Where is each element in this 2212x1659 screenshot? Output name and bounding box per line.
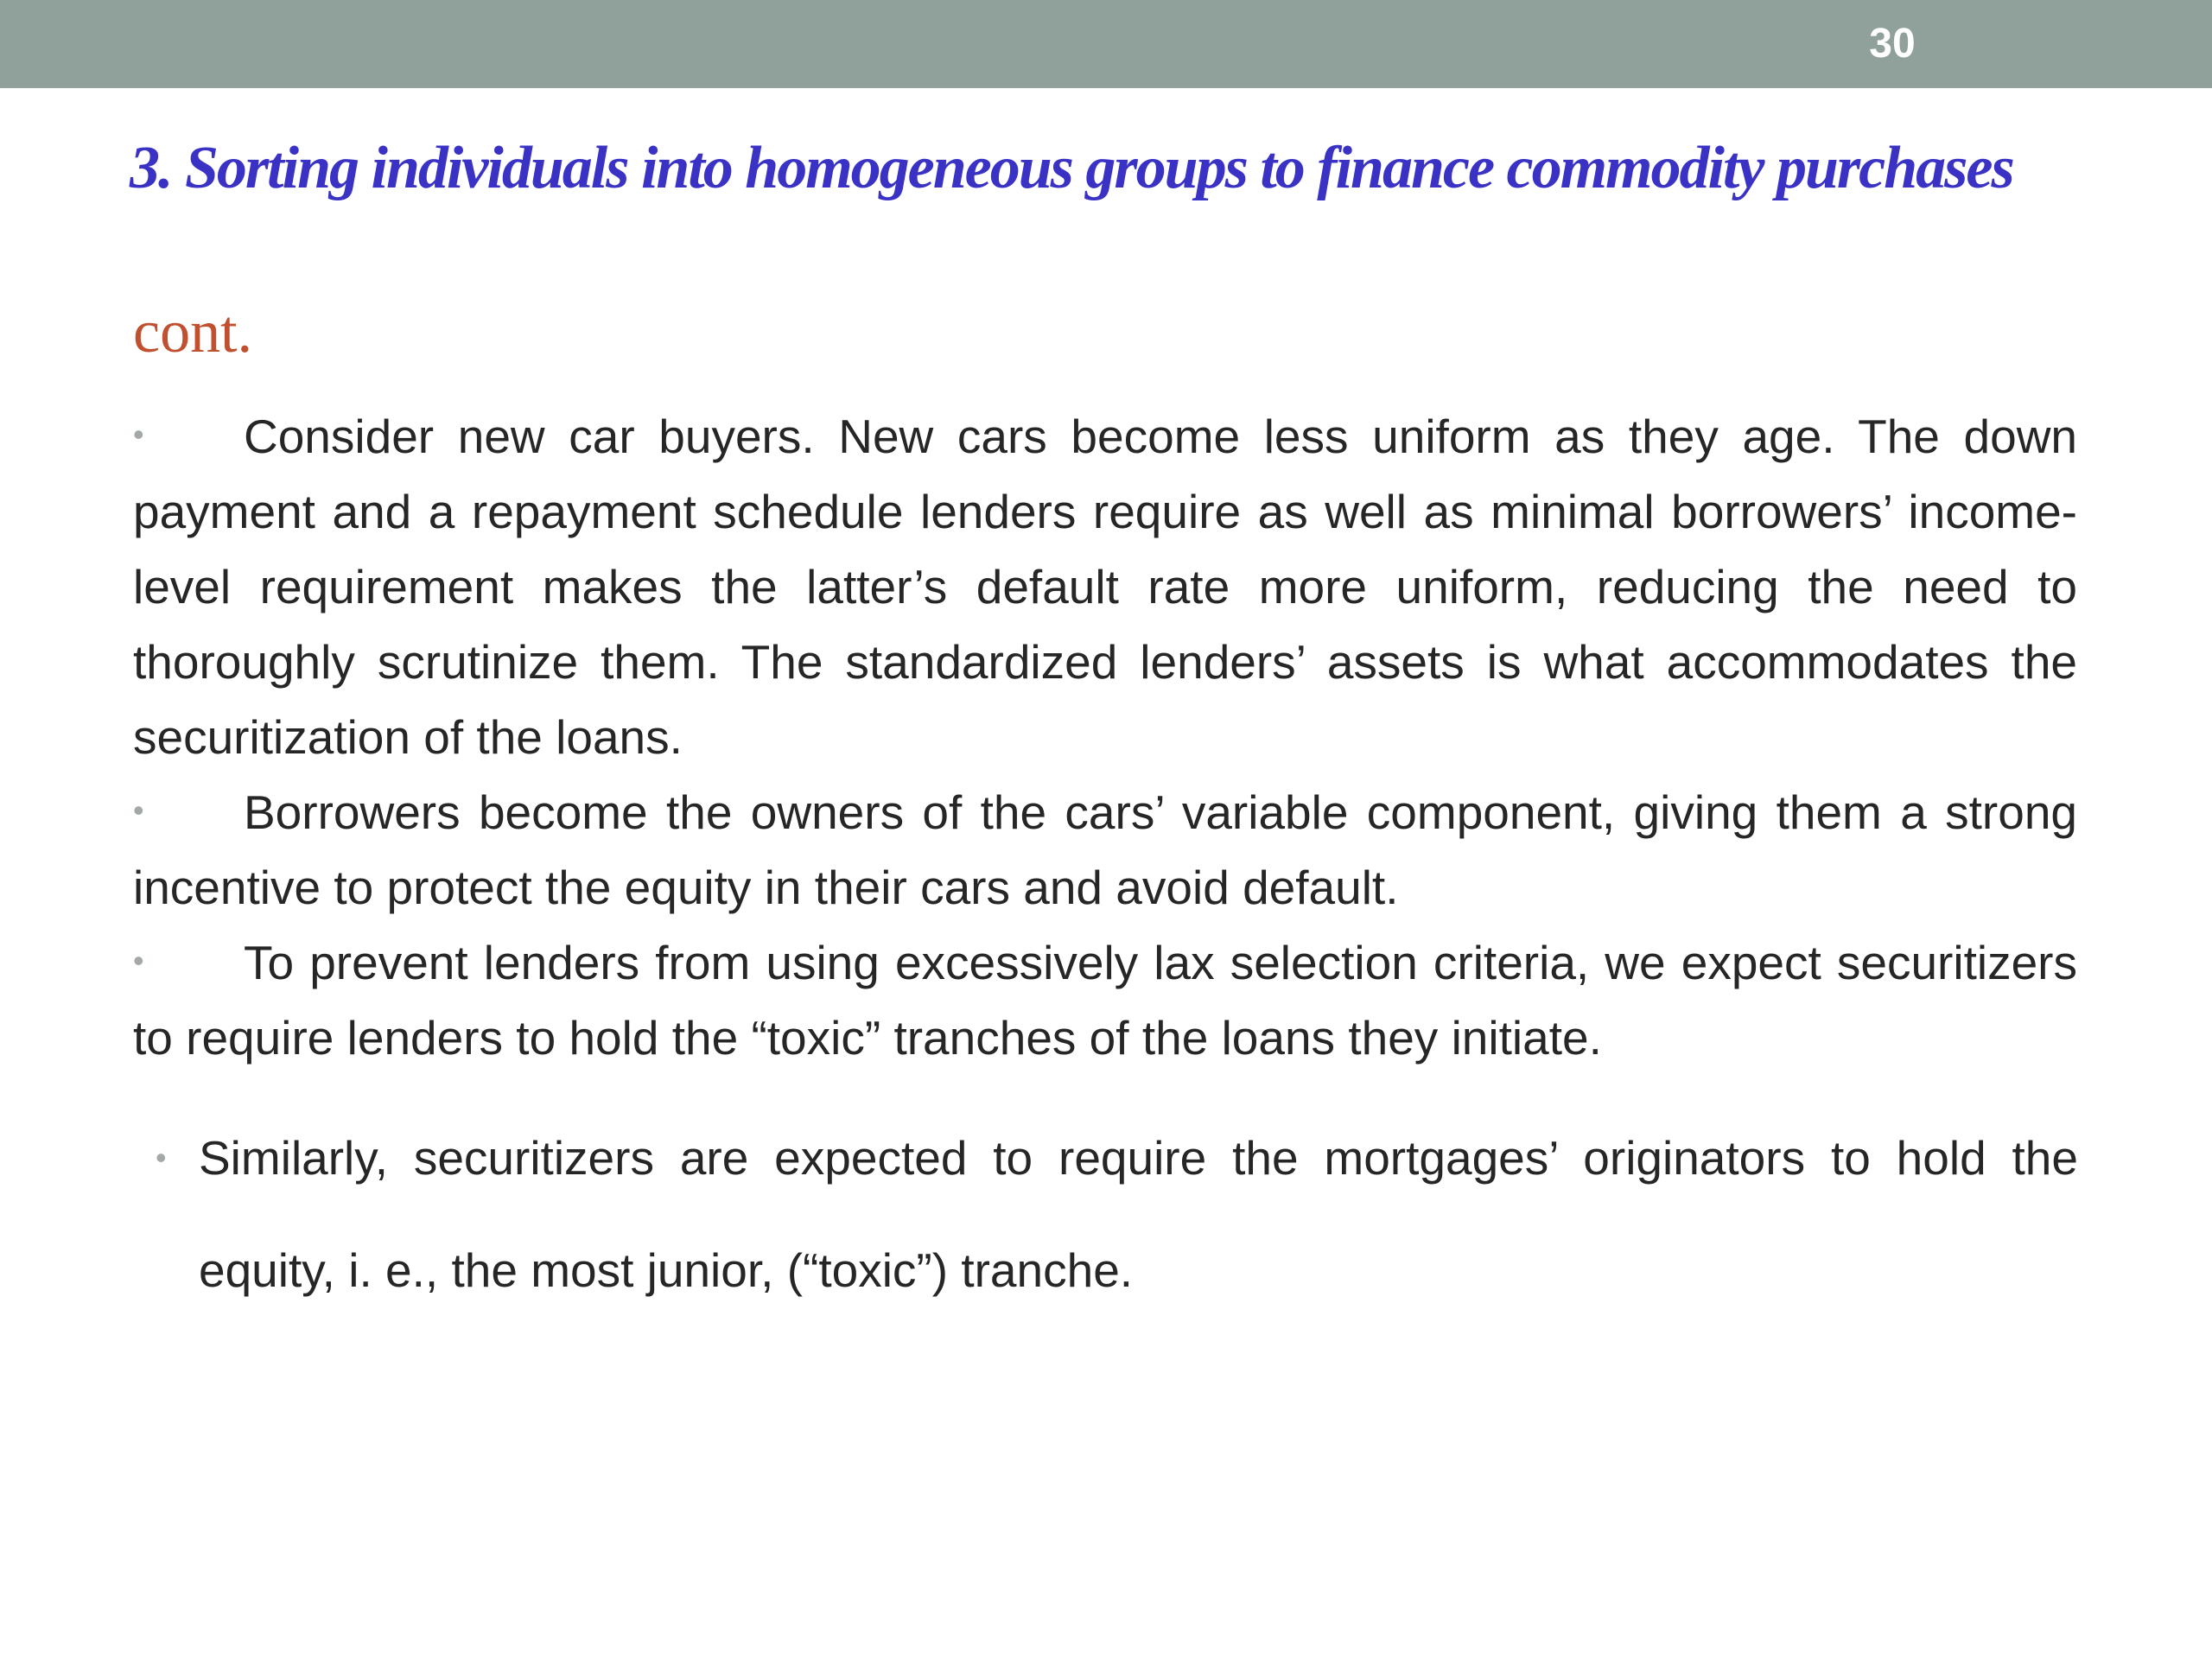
bullet-icon: • xyxy=(133,943,144,979)
bullet-icon: • xyxy=(156,1140,167,1175)
bullet-icon: • xyxy=(133,416,144,453)
slide-subtitle: cont. xyxy=(133,299,253,365)
slide-number: 30 xyxy=(1869,21,1916,67)
bullet-icon: • xyxy=(133,792,144,829)
slide-title: 3. Sorting individuals into homogeneous groups to finance commodity purchases xyxy=(130,135,2013,201)
bullet-text: Similarly, securitizers are expected to require the mortgages’ originators to hold the equity, i. e., the most junior, (“toxic”) tranche. xyxy=(199,1131,2078,1297)
bullet-text: To prevent lenders from using excessively lax selection criteria, we expect securitizers to require lenders to hold the “toxic” tranches of the loans they initiate. xyxy=(133,936,2077,1065)
bullet-item xyxy=(133,399,2077,775)
bullet-text: Consider new car buyers. New cars become less uniform as they age. The down payment and a repayment schedule lenders require as well as minimal borrowers’ income-level requirement makes the latter’s default rate more uniform, reducing the need to thoroughly scrutinize them. The standardized lenders’ assets is what accommodates the securitization of the loans. xyxy=(133,410,2077,764)
header-bar xyxy=(0,0,2212,88)
bullet-list xyxy=(133,399,2077,1076)
bullet-text: Borrowers become the owners of the cars’ variable component, giving them a strong incentive to protect the equity in their cars and avoid default. xyxy=(133,785,2077,914)
bullet-item xyxy=(133,925,2077,1076)
bullet-item xyxy=(133,775,2077,925)
bullet-item xyxy=(156,1102,2078,1326)
